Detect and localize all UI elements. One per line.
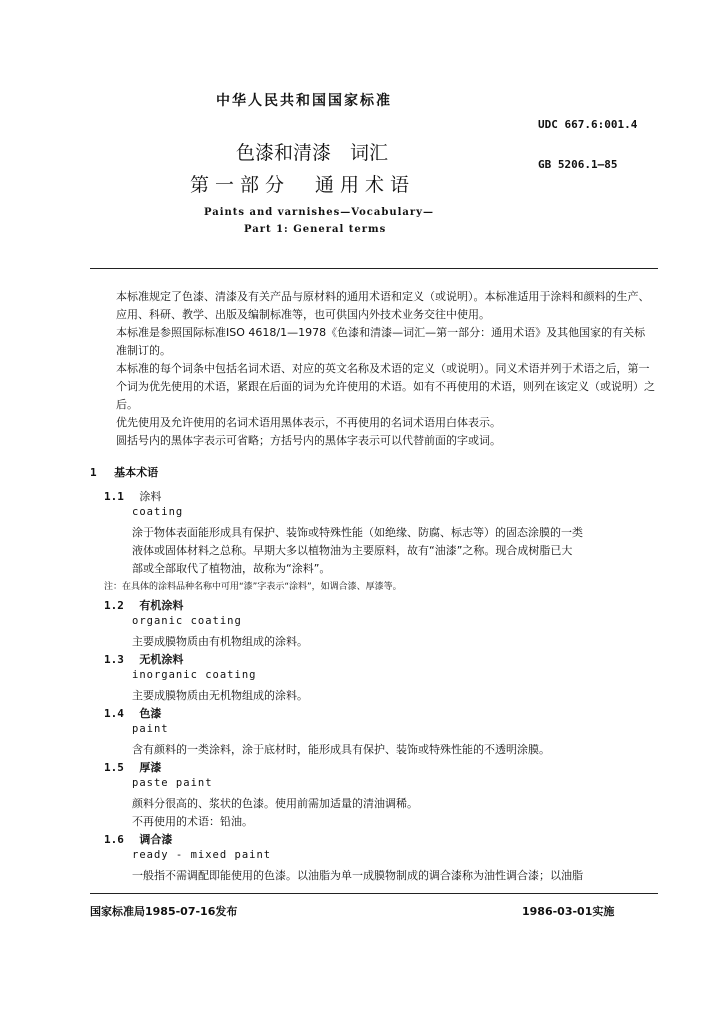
term-definition-line: 涂于物体表面能形成具有保护、装饰或特殊性能（如绝缘、防腐、标志等）的固态涂膜的一类 [132, 526, 583, 539]
term-definition-line: 主要成膜物质由有机物组成的涂料。 [132, 635, 308, 648]
term-number: 1.2 [104, 599, 124, 612]
term-name: 无机涂料 [139, 653, 184, 666]
section-heading [90, 464, 158, 480]
intro-paragraph-2: 本标准是参照国际标准ISO 4618/1—1978《色漆和清漆—词汇—第一部分：通用术语》及其他国家的有关标准制订的。 [116, 326, 646, 357]
term-number: 1.1 [104, 490, 124, 503]
term-name: 涂料 [139, 490, 162, 503]
term-heading [104, 597, 183, 613]
doc-title-line2: 第一部分 通用术语 [190, 174, 416, 196]
term-heading [104, 488, 161, 504]
intro-paragraph-1: 本标准规定了色漆、清漆及有关产品与原材料的通用术语和定义（或说明）。本标准适用于涂料和颜料的生产、应用、科研、教学、出版及编制标准等，也可供国内外技术业务交往中使用。 [116, 290, 650, 321]
term-note: 注：在具体的涂料品种名称中可用“漆”字表示“涂料”，如调合漆、厚漆等。 [104, 582, 402, 592]
term-definition-line: 液体或固体材料之总称。早期大多以植物油为主要原料，故有“油漆”之称。现合成树脂已大 [132, 544, 573, 557]
term-definition-line: 含有颜料的一类涂料，涂于底材时，能形成具有保护、装饰或特殊性能的不透明涂膜。 [132, 743, 550, 756]
term-heading [104, 831, 172, 847]
term-heading [104, 705, 161, 721]
term-number: 1.4 [104, 707, 124, 720]
term-heading [104, 651, 183, 667]
section-title: 基本术语 [114, 466, 159, 479]
header-divider [90, 268, 658, 269]
standard-org-title: 中华人民共和国国家标准 [216, 93, 392, 109]
intro-paragraph-3: 本标准的每个词条中包括名词术语、对应的英文名称及术语的定义（或说明）。同义术语并列于术语之后，第一个词为优先使用的术语，紧跟在后面的词为允许使用的术语。如有不再使用的术语，则列在该定义（或说明）之后。 [116, 362, 655, 411]
english-title-line2: Part 1: General terms [244, 224, 387, 235]
term-english: paint [132, 723, 169, 735]
term-name: 有机涂料 [139, 599, 184, 612]
footer-divider [90, 893, 658, 894]
intro-paragraph-5: 圆括号内的黑体字表示可省略；方括号内的黑体字表示可以代替前面的字或词。 [116, 434, 501, 447]
term-english: paste paint [132, 777, 213, 789]
term-definition-line: 颜料分很高的、浆状的色漆。使用前需加适量的清油调稀。 [132, 797, 418, 810]
term-english: inorganic coating [132, 669, 257, 681]
term-heading [104, 759, 161, 775]
term-number: 1.5 [104, 761, 124, 774]
term-english: ready - mixed paint [132, 849, 272, 861]
term-definition-line: 部或全部取代了植物油，故称为“涂料”。 [132, 562, 331, 575]
term-definition-line: 主要成膜物质由无机物组成的涂料。 [132, 689, 308, 702]
intro-paragraph-4: 优先使用及允许使用的名词术语用黑体表示，不再使用的名词术语用白体表示。 [116, 416, 501, 429]
gb-code: GB 5206.1—85 [538, 158, 618, 171]
term-name: 调合漆 [139, 833, 173, 846]
term-name: 色漆 [139, 707, 162, 720]
term-definition-line: 一般指不需调配即能使用的色漆。以油脂为单一成膜物制成的调合漆称为油性调合漆；以油脂 [132, 869, 583, 882]
term-english: organic coating [132, 615, 242, 627]
term-number: 1.6 [104, 833, 124, 846]
english-title-line1: Paints and varnishes—Vocabulary— [204, 207, 434, 218]
term-number: 1.3 [104, 653, 124, 666]
udc-code: UDC 667.6:001.4 [538, 118, 638, 131]
term-name: 厚漆 [139, 761, 162, 774]
section-number: 1 [90, 466, 97, 479]
issue-date: 国家标准局1985-07-16发布 [90, 905, 238, 918]
effective-date: 1986-03-01实施 [522, 905, 615, 918]
term-definition-line: 不再使用的术语：铅油。 [132, 815, 253, 828]
doc-title-line1: 色漆和清漆 词汇 [236, 142, 389, 164]
term-english: coating [132, 506, 184, 518]
